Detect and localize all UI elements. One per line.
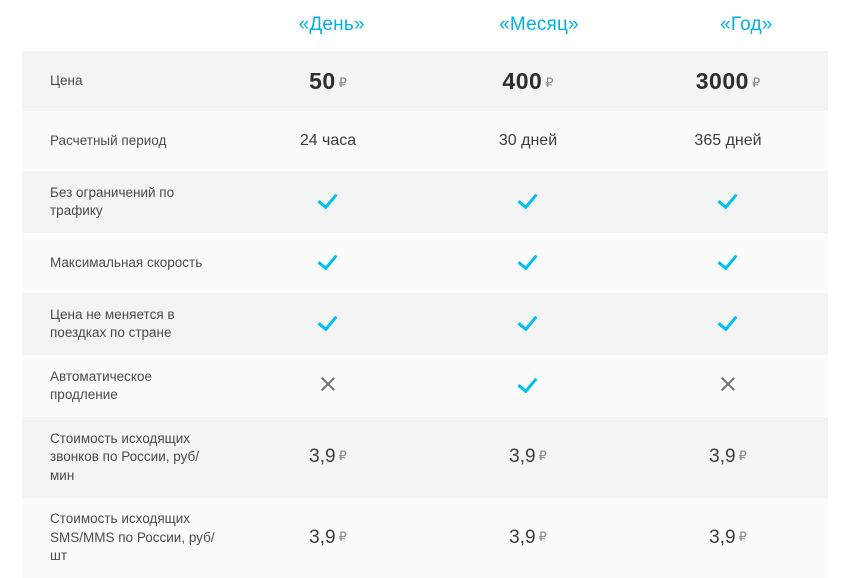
currency-symbol: ₽: [738, 528, 747, 544]
check-icon: [428, 374, 628, 398]
rate-cell: [428, 446, 628, 468]
table-row: [22, 293, 828, 355]
check-icon-glyph: [718, 251, 738, 271]
period-value: 365 дней: [694, 132, 762, 149]
period-value: 30 дней: [498, 132, 558, 149]
plan-header-year: [643, 14, 850, 36]
row-label: Цена: [50, 72, 83, 88]
check-icon: [228, 190, 428, 214]
check-icon-glyph: [518, 374, 538, 394]
rate-cell: [628, 446, 828, 468]
check-icon-glyph: [318, 312, 338, 332]
table-row: [22, 51, 828, 111]
currency-symbol: ₽: [338, 528, 347, 544]
check-icon-glyph: [318, 190, 338, 210]
table-header-row: [0, 0, 850, 50]
table-row: [22, 417, 828, 497]
period-cell: [228, 132, 428, 150]
cross-icon: [628, 375, 828, 397]
check-icon-glyph: [518, 312, 538, 332]
plan-title-year: «Год»: [720, 14, 773, 35]
check-icon: [228, 312, 428, 336]
check-icon-glyph: [718, 190, 738, 210]
check-icon: [428, 190, 628, 214]
rate-cell: [628, 527, 828, 549]
table-row: [22, 171, 828, 233]
period-cell: [428, 132, 628, 150]
row-label: Стоимость исходящих звонков по России, руб/мин: [50, 431, 199, 483]
plan-title-month: «Месяц»: [499, 14, 579, 35]
check-icon-glyph: [318, 251, 338, 271]
price-value: 400: [502, 67, 543, 94]
check-icon: [228, 251, 428, 275]
check-icon: [628, 312, 828, 336]
table-body: [22, 50, 828, 578]
row-label: Стоимость исходящих SMS/MMS по России, руб/шт: [50, 511, 215, 563]
row-label: Максимальная скорость: [50, 255, 203, 270]
currency-symbol: ₽: [738, 448, 747, 464]
plan-title-day: «День»: [298, 14, 365, 35]
check-icon-glyph: [518, 190, 538, 210]
rate-value: 3,9: [509, 446, 536, 468]
check-icon: [628, 251, 828, 275]
check-icon-glyph: [718, 312, 738, 332]
table-row: [22, 498, 828, 578]
cross-icon-glyph: [319, 375, 337, 393]
rate-cell: [428, 527, 628, 549]
plan-header-day: [228, 14, 435, 36]
currency-symbol: ₽: [538, 528, 547, 544]
period-value: 24 часа: [299, 132, 357, 149]
currency-symbol: ₽: [751, 74, 761, 90]
currency-symbol: ₽: [338, 74, 347, 90]
cross-icon: [228, 375, 428, 397]
check-icon: [628, 190, 828, 214]
row-label: Расчетный период: [50, 132, 167, 148]
row-label: Без ограничений по трафику: [50, 184, 175, 219]
currency-symbol: ₽: [545, 74, 554, 90]
price-cell: [628, 68, 828, 95]
table-row: [22, 111, 828, 171]
price-cell: [228, 68, 428, 95]
table-row: [22, 233, 828, 293]
price-value: 3000: [695, 67, 749, 94]
plan-header-month: [435, 14, 642, 36]
row-label: Автоматическое продление: [50, 369, 153, 403]
table-row: [22, 355, 828, 417]
check-icon: [428, 312, 628, 336]
currency-symbol: ₽: [538, 448, 547, 464]
period-cell: [628, 132, 828, 150]
rate-value: 3,9: [309, 526, 336, 548]
cross-icon-glyph: [719, 375, 737, 393]
rate-cell: [228, 446, 428, 468]
price-cell: [428, 68, 628, 95]
rate-value: 3,9: [309, 446, 336, 468]
rate-value: 3,9: [709, 446, 736, 468]
row-label: Цена не меняется в поездках по стране: [50, 306, 175, 341]
check-icon: [428, 251, 628, 275]
rate-value: 3,9: [509, 526, 536, 548]
rate-value: 3,9: [709, 526, 736, 548]
rate-cell: [228, 527, 428, 549]
check-icon-glyph: [518, 251, 538, 271]
price-value: 50: [309, 67, 336, 94]
currency-symbol: ₽: [338, 448, 347, 464]
